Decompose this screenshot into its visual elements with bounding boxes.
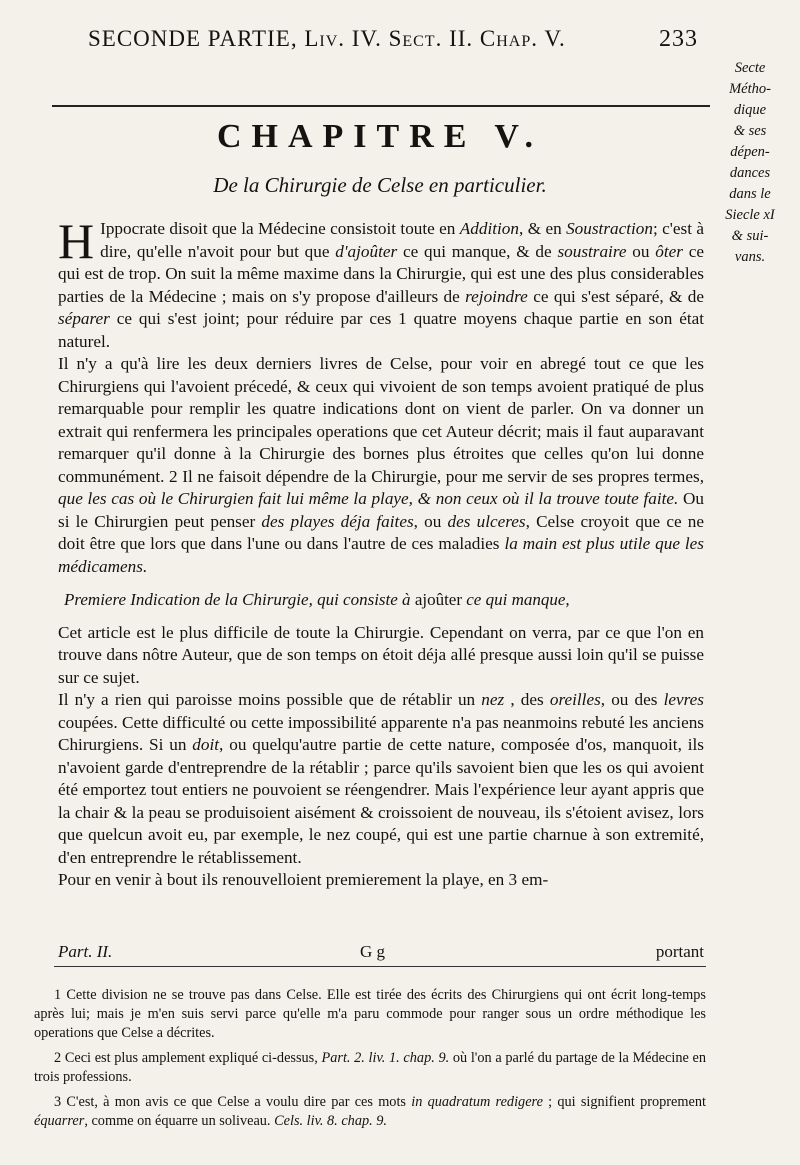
citation: Cels. liv. 8. chap. 9. xyxy=(274,1113,387,1129)
text-run: où l'on a parlé du partage de la Médecine en trois professions. xyxy=(34,1050,706,1085)
italic-term: levres xyxy=(663,690,704,709)
page-number: 233 xyxy=(659,26,698,52)
gathering-mark: G g xyxy=(360,942,386,961)
text-run: ; qui signifient proprement xyxy=(542,1094,706,1110)
text-run: , ou quelqu'autre partie de cette nature, composée d'os, manquoit, ils n'avoient garde d'entreprendre de la rétablir ; parce qu'ils savoient bien que les os qui avoient été emportez tout entiers ne pouvoient se réengendrer. Mais l'expérience leur ayant appris que la chair & la peau se produisoient aisément & croissoient de nouveau, ils s'étoient avisez, lors que quelcun avoit eu, par exemple, le nez coupé, qui est une partie charnue à son extremité, d'en entreprendre le rétablissement. xyxy=(58,735,704,867)
paragraph-4 xyxy=(58,689,704,869)
text-run: , ou xyxy=(413,511,448,531)
paragraph-3: Cet article est le plus difficile de toute la Chirurgie. Cependant on verra, par ce que l'on en trouve dans nôtre Auteur, que de son temps on étoit déja allé presque aussi loin qu'il se puisse sur ce sujet. xyxy=(58,622,704,687)
italic-term: séparer xyxy=(58,309,110,328)
text-run: ; c'est à dire, qu'elle n'avoit pour but que xyxy=(100,219,704,261)
text-run: 3 C'est, à mon avis ce que Celse a voulu dire par ces mots xyxy=(54,1094,412,1110)
italic-quote: que les cas où le Chirurgien fait lui même la playe, & non ceux où il la trouve toute faite. xyxy=(58,489,679,508)
text-run: Ou si le Chirurgien peut penser xyxy=(58,489,704,531)
catchword: portant xyxy=(655,942,704,961)
italic-term: des ulceres xyxy=(447,511,526,531)
paragraph-2 xyxy=(58,353,704,578)
italic-term: doit xyxy=(192,735,220,754)
text-run: Il n'y a rien qui paroisse moins possible que de rétablir un xyxy=(58,690,482,709)
text-run: ce qui s'est séparé, & de xyxy=(527,286,704,306)
italic-term: Addition xyxy=(459,219,519,238)
footnote-2 xyxy=(34,1049,706,1087)
italic-term: ôter xyxy=(655,241,683,261)
margin-note-line: Secte xyxy=(734,60,766,76)
text-run: , & en xyxy=(519,219,567,238)
margin-note-line: dances xyxy=(729,165,771,181)
text-run: , des xyxy=(504,690,550,709)
footnote-1: 1 Cette division ne se trouve pas dans Celse. Elle est tirée des écrits des Chirurgiens qui ont écrit long-temps après lui; mais je m'en suis servi parce qu'elle m'a paru commode pour ranger sous un ordre méthodique les operations que Celse a décrites. xyxy=(34,987,706,1041)
margin-note-line: dans le xyxy=(729,186,771,202)
signature-mark: Part. II. xyxy=(58,942,113,961)
text-run: Il n'y a qu'à lire les deux derniers livres de Celse, pour voir en abregé tout ce que les Chirurgiens qui l'avoient précedé, & ceux qui vivoient de son temps avoient pratiqué de plus remarquable pour remplir les quatre indications dont on vient de parler. On va donner un extrait qui renfermera les principales operations que cet Auteur décrit; mais il faut auparavant remarquer qu'il donne à la Chirurgie des bornes plus étroites que celles qu'on lui donne communément. 2 Il ne faisoit dépendre de la Chirurgie, pour me servir de ses propres termes, xyxy=(58,354,704,486)
text-run: Premiere Indication de la Chirurgie, qui consiste à xyxy=(64,590,411,609)
margin-note-line: vans. xyxy=(734,249,766,265)
text-run: ajoûter xyxy=(410,590,467,609)
italic-term: oreilles xyxy=(549,690,601,709)
margin-note-line: Métho- xyxy=(729,81,771,97)
margin-note-line: dépen- xyxy=(730,144,770,160)
italic-quote: la main est plus utile que les médicamens. xyxy=(58,534,704,576)
text-run: , ou des xyxy=(600,690,664,709)
chapter-title: CHAPITRE V. xyxy=(216,118,544,155)
italic-term: nez xyxy=(481,690,505,709)
footnote-rule xyxy=(54,966,706,967)
margin-note-line: & ses xyxy=(733,123,767,139)
text-run: ce qui manque, xyxy=(466,590,570,609)
head-rule xyxy=(52,105,710,107)
running-head-title xyxy=(88,26,566,52)
italic-term: équarrer xyxy=(34,1113,85,1129)
italic-term: soustraire xyxy=(557,241,627,261)
page-foot xyxy=(58,942,704,966)
text-run: 2 Ceci est plus amplement expliqué ci-dessus, xyxy=(54,1050,322,1066)
footnote-3 xyxy=(34,1093,706,1131)
margin-note-line: Siecle xI xyxy=(725,207,775,223)
italic-term: d'ajoûter xyxy=(335,241,398,261)
italic-term: des playes déja faites xyxy=(261,511,414,531)
footnotes xyxy=(34,986,706,1137)
margin-note-line: dique xyxy=(733,102,767,118)
running-head-section: Liv. IV. Sect. II. Chap. V. xyxy=(304,26,566,51)
body-text xyxy=(58,213,705,892)
paragraph-1 xyxy=(58,213,705,353)
section-heading xyxy=(64,589,704,612)
text-run: ou xyxy=(626,241,656,261)
text-run: coupées. Cette difficulté ou cette impossibilité apparente n'a pas neanmoins rebuté les anciens Chirurgiens. Si un xyxy=(58,712,704,754)
text-run: Ippocrate disoit que la Médecine consistoit toute en xyxy=(100,219,460,238)
italic-term: Soustraction xyxy=(566,219,653,238)
text-run: , Celse croyoit que ce ne doit être que lors que dans l'une ou dans l'autre de ces maladies xyxy=(58,511,704,553)
text-run: ce qui manque, & de xyxy=(397,241,558,261)
margin-note xyxy=(702,58,798,268)
latin-phrase: in quadratum redigere xyxy=(411,1094,543,1110)
text-run: , comme on équarre un soliveau. xyxy=(84,1113,275,1129)
chapter-subtitle: De la Chirurgie de Celse en particulier. xyxy=(213,173,547,197)
italic-term: rejoindre xyxy=(465,286,528,306)
running-head xyxy=(88,26,698,66)
drop-cap: H xyxy=(58,213,95,269)
text-run: ce qui est de trop. On suit la même maxime dans la Chirurgie, qui est une des plus considerables parties de la Médecine ; mais on s'y propose d'ailleurs de xyxy=(58,241,705,306)
running-head-part: SECONDE PARTIE, xyxy=(88,26,298,51)
margin-note-line: & sui- xyxy=(731,228,769,244)
citation: Part. 2. liv. 1. chap. 9. xyxy=(321,1050,450,1066)
paragraph-5: Pour en venir à bout ils renouvelloient premierement la playe, en 3 em- xyxy=(58,870,549,889)
text-run: ce qui s'est joint; pour réduire par ces 1 quatre moyens chaque partie en son état naturel. xyxy=(58,309,704,351)
